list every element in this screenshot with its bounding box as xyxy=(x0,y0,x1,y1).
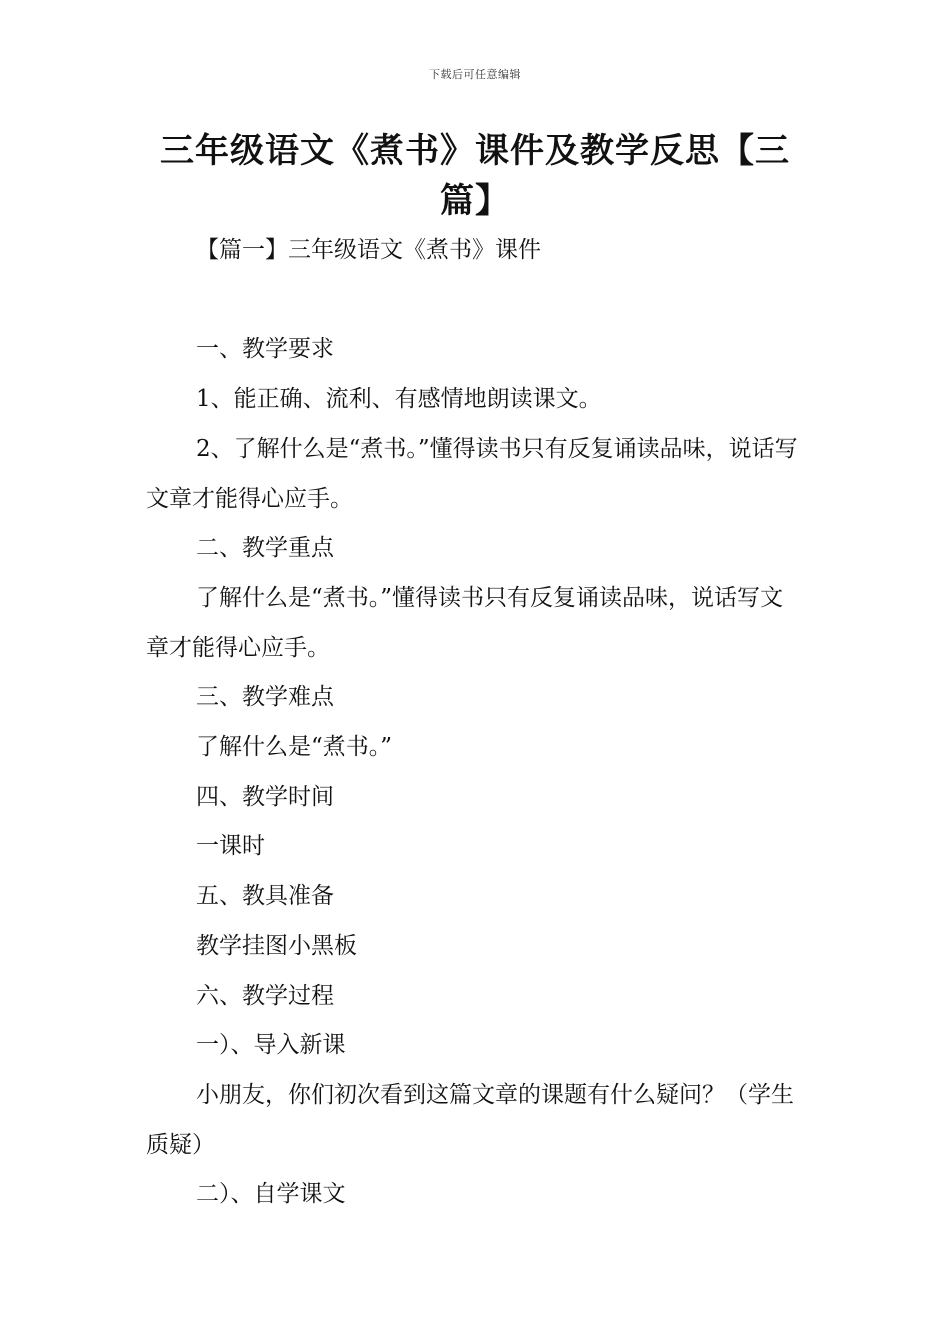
header-note: 下载后可任意编辑 xyxy=(429,68,521,81)
heading-difficulties: 三、教学难点 xyxy=(196,684,334,711)
paragraph: 了解什么是“煮书。”懂得读书只有反复诵读品味，说话写文章才能得心应手。 xyxy=(146,584,784,661)
heading-requirements: 一、教学要求 xyxy=(196,336,334,363)
paragraph: 1、能正确、流利、有感情地朗读课文。 xyxy=(196,386,602,413)
document-body xyxy=(146,226,806,1220)
paragraph: 小朋友，你们初次看到这篇文章的课题有什么疑问？（学生质疑） xyxy=(146,1081,794,1158)
paragraph: 教学挂图小黑板 xyxy=(196,932,357,959)
subheading-self-study: 二）、自学课文 xyxy=(196,1181,346,1208)
heading-time: 四、教学时间 xyxy=(196,783,334,810)
paragraph: 一课时 xyxy=(196,833,265,860)
document-title: 三年级语文《煮书》课件及教学反思【三篇】 xyxy=(160,131,790,221)
heading-key-points: 二、教学重点 xyxy=(196,535,334,562)
paragraph: 了解什么是“煮书。” xyxy=(196,734,393,761)
paragraph: 2、了解什么是“煮书。”懂得读书只有反复诵读品味，说话写文章才能得心应手。 xyxy=(146,435,798,512)
section-subtitle: 【篇一】三年级语文《煮书》课件 xyxy=(196,237,541,263)
blank-line xyxy=(146,276,806,326)
subheading-intro: 一）、导入新课 xyxy=(196,1032,346,1059)
heading-process: 六、教学过程 xyxy=(196,982,334,1009)
heading-materials: 五、教具准备 xyxy=(196,883,334,910)
